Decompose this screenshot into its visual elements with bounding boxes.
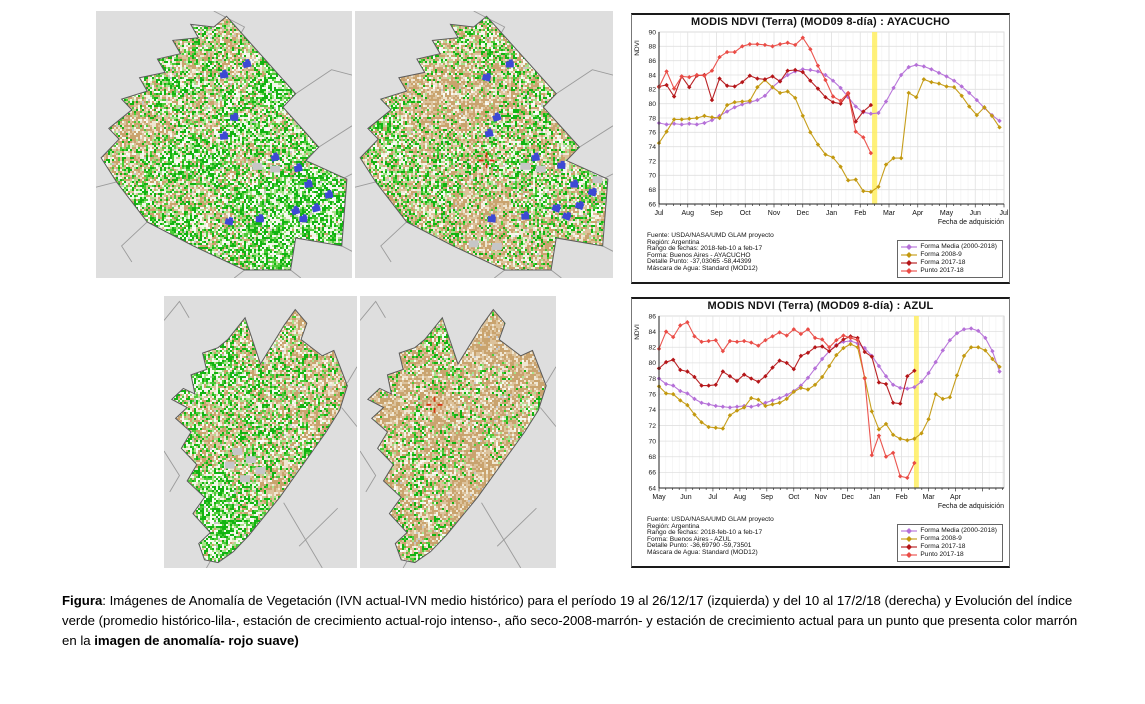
legend-item xyxy=(901,551,997,559)
plot-area xyxy=(659,316,1004,488)
legend-item xyxy=(901,543,997,551)
x-tick-label: Apr xyxy=(950,494,961,501)
y-tick-label: 68 xyxy=(648,186,656,194)
legend-marker-icon xyxy=(901,543,917,551)
y-tick-label: 70 xyxy=(648,172,656,180)
ndvi-plot-azul xyxy=(632,312,1009,515)
y-tick-label: 74 xyxy=(648,143,656,151)
legend-item xyxy=(901,251,997,259)
x-axis-title: Fecha de adquisición xyxy=(937,503,1004,510)
x-tick-label: Aug xyxy=(733,494,747,501)
legend-label: Forma 2017-18 xyxy=(920,543,966,550)
x-tick-label: Jul xyxy=(654,210,664,217)
legend-marker-icon xyxy=(901,243,917,251)
chart-source-line: Fuente: USDA/NASA/UMD GLAM proyecto xyxy=(647,516,774,523)
legend-marker-icon xyxy=(901,551,917,559)
x-tick-label: Mar xyxy=(882,210,896,217)
ndvi-plot-ayacucho xyxy=(632,28,1009,231)
caption-bold-tail: imagen de anomalía- rojo suave) xyxy=(94,633,299,648)
chart-source-line: Detalle Punto: -37,03065 -58,44399 xyxy=(647,258,752,265)
chart-source-line: Región: Argentina xyxy=(647,238,700,246)
legend-marker-icon xyxy=(901,259,917,267)
x-tick-label: Oct xyxy=(739,210,751,217)
x-tick-label: Jun xyxy=(680,494,692,501)
chart-source-block-azul xyxy=(647,517,774,556)
x-tick-label: Jul xyxy=(999,210,1009,217)
chart-title-ayacucho: MODIS NDVI (Terra) (MOD09 8-día) : AYACUCHO xyxy=(691,16,950,28)
y-tick-label: 86 xyxy=(648,57,656,65)
vegetation-anomaly-map-ayacucho-february xyxy=(355,11,613,278)
y-tick-label: 66 xyxy=(648,201,656,209)
chart-legend-azul xyxy=(897,524,1003,562)
y-tick-label: 76 xyxy=(648,129,656,137)
y-tick-label: 84 xyxy=(648,72,656,80)
y-tick-label: 82 xyxy=(648,344,656,352)
y-tick-label: 78 xyxy=(648,115,656,123)
chart-source-line: Máscara de Agua: Standard (MOD12) xyxy=(647,264,758,272)
legend-label: Forma 2008-9 xyxy=(920,251,962,258)
legend-label: Punto 2017-18 xyxy=(920,267,964,274)
x-tick-label: Aug xyxy=(681,210,694,217)
y-tick-label: 88 xyxy=(648,43,656,51)
y-tick-label: 80 xyxy=(648,100,656,108)
ndvi-chart-azul xyxy=(631,297,1010,568)
y-tick-label: 78 xyxy=(648,375,656,383)
x-tick-label: Nov xyxy=(814,494,827,501)
caption-prefix: Figura xyxy=(62,593,103,608)
legend-item xyxy=(901,535,997,543)
legend-label: Forma Media (2000-2018) xyxy=(920,243,997,250)
chart-title-azul: MODIS NDVI (Terra) (MOD09 8-día) : AZUL xyxy=(707,300,934,312)
x-tick-label: Jun xyxy=(969,210,981,217)
y-tick-label: 72 xyxy=(648,158,656,166)
x-tick-label: Jul xyxy=(708,494,718,501)
x-tick-label: May xyxy=(652,494,666,501)
acquisition-period-band xyxy=(872,32,877,204)
x-tick-label: Oct xyxy=(788,494,800,501)
figure-caption xyxy=(62,591,1083,651)
legend-item xyxy=(901,267,997,275)
chart-source-line: Fuente: USDA/NASA/UMD GLAM proyecto xyxy=(647,232,774,239)
legend-marker-icon xyxy=(901,251,917,259)
x-tick-label: Nov xyxy=(767,210,781,217)
legend-item xyxy=(901,243,997,251)
x-tick-label: Jan xyxy=(868,494,881,501)
x-tick-label: Sep xyxy=(710,210,723,217)
chart-source-line: Forma: Buenos Aires - AYACUCHO xyxy=(647,251,751,259)
chart-legend-ayacucho xyxy=(897,240,1003,278)
y-tick-label: 74 xyxy=(648,407,656,415)
legend-label: Punto 2017-18 xyxy=(920,551,964,558)
y-tick-label: 64 xyxy=(648,485,656,493)
legend-item xyxy=(901,259,997,267)
x-tick-label: Mar xyxy=(922,494,935,501)
y-tick-label: 76 xyxy=(648,391,656,399)
y-tick-label: 72 xyxy=(648,422,656,430)
chart-source-line: Rango de fechas: 2018-feb-10 a feb-17 xyxy=(647,245,763,252)
x-tick-label: Apr xyxy=(912,210,924,217)
x-tick-label: Feb xyxy=(854,210,867,217)
y-tick-label: 84 xyxy=(648,328,656,336)
y-axis-title: NDVI xyxy=(634,40,641,56)
legend-marker-icon xyxy=(901,535,917,543)
legend-label: Forma Media (2000-2018) xyxy=(920,527,997,534)
caption-body: : Imágenes de Anomalía de Vegetación (IVN actual-IVN medio histórico) para el período 19 al 26/12/17 (izquierda) y del 10 al 17/2/18 (derecha) y Evolución del índice verde (promedio histórico-lila-, estación de crecimiento actual-rojo intenso-, año seco-2008-marrón- y estación de crecimiento actual para un punto que presenta color marrón en la xyxy=(62,593,1078,648)
x-tick-label: Dec xyxy=(796,210,809,217)
y-tick-label: 90 xyxy=(648,29,656,37)
chart-source-line: Forma: Buenos Aires - AZUL xyxy=(647,535,731,543)
legend-label: Forma 2017-18 xyxy=(920,259,966,266)
vegetation-anomaly-map-ayacucho-december xyxy=(96,11,352,278)
x-axis-title: Fecha de adquisición xyxy=(937,219,1004,226)
vegetation-anomaly-map-azul-february xyxy=(360,296,556,568)
y-tick-label: 82 xyxy=(648,86,656,94)
y-tick-label: 66 xyxy=(648,469,656,477)
x-tick-label: May xyxy=(939,210,954,217)
legend-marker-icon xyxy=(901,267,917,275)
legend-item xyxy=(901,527,997,535)
legend-label: Forma 2008-9 xyxy=(920,535,962,542)
vegetation-anomaly-map-azul-december xyxy=(164,296,357,568)
chart-source-line: Detalle Punto: -36,69790 -59,73501 xyxy=(647,542,752,549)
chart-source-block-ayacucho xyxy=(647,233,774,272)
legend-marker-icon xyxy=(901,527,917,535)
ndvi-chart-ayacucho xyxy=(631,13,1010,284)
x-tick-label: Feb xyxy=(895,494,908,501)
chart-source-line: Rango de fechas: 2018-feb-10 a feb-17 xyxy=(647,529,763,536)
y-tick-label: 70 xyxy=(648,438,656,446)
chart-source-line: Región: Argentina xyxy=(647,522,700,530)
x-tick-label: Sep xyxy=(760,494,774,501)
x-tick-label: Jan xyxy=(825,210,838,217)
y-tick-label: 68 xyxy=(648,454,656,462)
chart-source-line: Máscara de Agua: Standard (MOD12) xyxy=(647,548,758,556)
x-tick-label: Dec xyxy=(841,494,854,501)
y-tick-label: 80 xyxy=(648,360,656,368)
y-axis-title: NDVI xyxy=(634,324,641,340)
y-tick-label: 86 xyxy=(648,313,656,321)
